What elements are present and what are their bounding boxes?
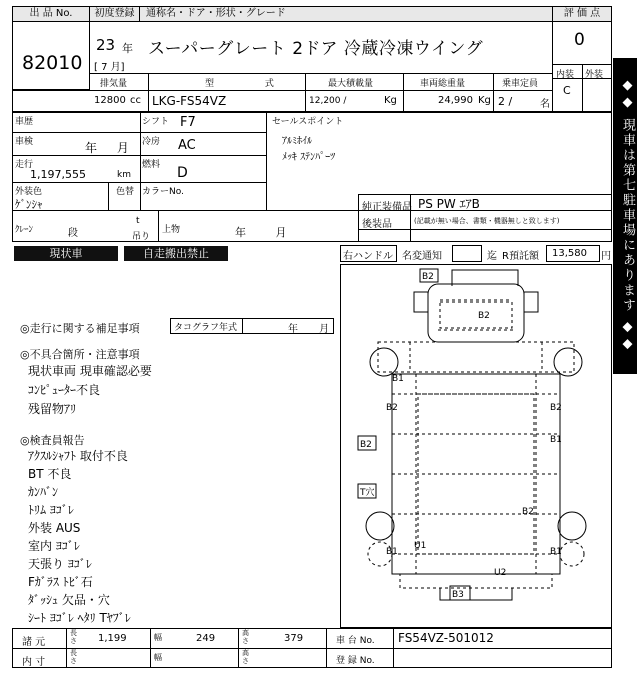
mark-b2-top: B2: [422, 272, 434, 282]
lot-no: 82010: [22, 52, 83, 74]
inspector-note-4: ﾄﾘﾑ ﾖｺﾞﾚ: [28, 503, 74, 517]
first-reg-year: 23: [96, 36, 116, 54]
crane-stage: 段: [68, 228, 78, 239]
inspector-note-1: ｱｸｽﾙｼｬﾌﾄ 取付不良: [28, 449, 128, 463]
color-change-label: 色替: [116, 187, 135, 197]
recycle-unit: 円: [601, 251, 611, 262]
fuel: D: [177, 165, 188, 181]
length-label: 長さ: [70, 629, 77, 645]
inspector-note-2: BT 不良: [28, 467, 72, 481]
capacity-unit: 名: [540, 99, 550, 110]
ac-label: 冷房: [142, 137, 161, 147]
capacity: 2 /: [498, 95, 513, 108]
gross-weight-unit: Kg: [478, 95, 491, 106]
gross-weight: 24,990: [438, 95, 473, 106]
genuine-equipment: PS PW ｴｱB: [418, 197, 480, 211]
mark-u1: U1: [414, 541, 427, 551]
in-height-label: 高さ: [242, 649, 249, 665]
inspector-note-7: 天張り ﾖｺﾞﾚ: [28, 557, 92, 571]
year-unit: 年: [122, 42, 133, 55]
model: LKG-FS54VZ: [152, 94, 227, 108]
sales-point-1: ｱﾙﾐﾎｲﾙ: [282, 136, 312, 147]
model-label: 型 式: [205, 79, 298, 89]
crane-label: ｸﾚｰﾝ: [15, 225, 34, 235]
height: 379: [284, 633, 304, 644]
truck-damage-diagram: [340, 264, 612, 628]
mark-b1-right-mid: B1: [550, 435, 562, 445]
shift-label: シフト: [142, 117, 170, 127]
width-label: 幅: [154, 633, 162, 642]
mark-b1-left-lower: B1: [386, 547, 398, 557]
ext-color-label: 外装色: [15, 187, 43, 197]
sales-point-2: ﾒｯｷ ｽﾃﾝﾊﾟｰﾂ: [282, 152, 336, 163]
shift: F7: [180, 115, 196, 130]
crane-ton-suffix: 吊り: [132, 232, 151, 242]
mileage: 1,197,555: [30, 168, 86, 181]
inspector-title: ◎検査員報告: [20, 434, 85, 447]
inspector-note-3: ｶﾝﾊﾞﾝ: [28, 485, 59, 499]
interior-grade-label: 内装: [556, 70, 575, 80]
aftermarket-label: 後装品: [362, 219, 392, 230]
name-change-deadline-box: [452, 245, 482, 262]
length: 1,199: [98, 633, 127, 644]
lot-no-label: 出 品 No.: [13, 7, 89, 22]
mark-b2-left-upper: B2: [386, 403, 398, 413]
displacement-label: 排気量: [100, 79, 128, 89]
driving-notes-title: ◎走行に関する補足事項: [20, 322, 140, 335]
color-no-label: カラーNo.: [142, 187, 184, 197]
vehicle-name: スーパーグレート 2ドア 冷蔵冷凍ウイング: [148, 39, 484, 59]
mileage-label: 走行: [15, 160, 34, 170]
mark-t-hole: T穴: [360, 488, 375, 498]
mark-b3-bottom: B3: [452, 590, 464, 600]
tachograph-label: タコグラフ年式: [174, 323, 238, 333]
sales-points-label: セールスポイント: [272, 117, 344, 127]
recycle-label: R預託額: [502, 251, 539, 262]
defects-title: ◎不具合箇所・注意事項: [20, 348, 140, 361]
recycle-value: 13,580: [552, 248, 587, 259]
inspection: 年 月: [85, 141, 129, 155]
parking-location-banner: ◆◆ 現車は第七駐車場にあります ◆◆: [613, 58, 637, 374]
inspector-note-6: 室内 ﾖｺﾞﾚ: [28, 539, 80, 553]
tachograph-value: 年 月: [288, 324, 330, 335]
history-label: 車歴: [15, 117, 34, 127]
mark-b2-right-upper: B2: [550, 403, 562, 413]
capacity-label: 乗車定員: [502, 79, 539, 89]
max-load-unit: Kg: [384, 95, 397, 106]
fuel-label: 燃料: [142, 160, 161, 170]
mark-u2: U2: [494, 568, 507, 578]
inspector-note-8: Fｶﾞﾗｽ ﾄﾋﾞ石: [28, 575, 93, 589]
score: 0: [574, 30, 585, 50]
inspection-label: 車検: [15, 137, 34, 147]
defect-1: 現状車両 現車確認必要: [28, 364, 152, 378]
as-is-vehicle-bar: 現状車: [14, 246, 118, 261]
interior-dims-label: 内 寸: [22, 657, 46, 668]
mileage-unit: km: [117, 170, 131, 180]
bed: 年 月: [235, 226, 287, 239]
displacement: 12800: [94, 95, 126, 106]
displacement-unit: cc: [130, 95, 141, 106]
inspector-note-5: 外装 AUS: [28, 521, 81, 535]
crane-ton: t: [136, 216, 140, 226]
ext-color: ｹﾞﾝｼｬ: [15, 198, 43, 211]
genuine-equipment-label: 純正装備品: [362, 202, 412, 213]
height-label: 高さ: [242, 629, 249, 645]
mark-b2-right-lower: B2: [522, 507, 534, 517]
defect-3: 残留物ｱﾘ: [28, 402, 77, 416]
chassis-label: 車 台 No.: [336, 636, 375, 646]
mark-b2-cab: B2: [478, 311, 490, 321]
inspector-note-10: ｼｰﾄ ﾖｺﾞﾚ ﾍﾀﾘ Tﾔﾌﾞﾚ: [28, 611, 131, 625]
gross-weight-label: 車両総重量: [420, 79, 466, 89]
in-length-label: 長さ: [70, 649, 77, 665]
mark-b1-left: B1: [392, 374, 404, 384]
registration-label: 登 録 No.: [336, 656, 375, 666]
mark-b2-box-left: B2: [360, 440, 372, 450]
vehicle-name-label: 通称名・ドア・形状・グレード: [140, 7, 552, 22]
aftermarket-note: (記載が無い場合、書類・機器無しと致します): [414, 217, 560, 225]
steering: 右ハンドル: [343, 251, 393, 262]
ac: AC: [178, 138, 196, 153]
defect-2: ｺﾝﾋﾟｭｰﾀｰ不良: [28, 383, 101, 397]
name-change-label: 名変通知: [402, 251, 442, 262]
dims-label: 諸 元: [22, 637, 46, 648]
score-label: 評 価 点: [553, 7, 611, 22]
max-load-label: 最大積載量: [328, 79, 374, 89]
width: 249: [196, 633, 216, 644]
max-load: 12,200 /: [309, 96, 347, 106]
no-self-drive-bar: 自走搬出禁止: [124, 246, 228, 261]
exterior-grade-label: 外装: [585, 70, 604, 80]
mark-b1-right-lower: B1: [550, 547, 562, 557]
inspector-note-9: ﾀﾞｯｼｭ 欠品・穴: [28, 593, 110, 607]
interior-grade: C: [563, 84, 571, 97]
first-reg-month: [ 7 月]: [94, 62, 125, 73]
chassis: FS54VZ-501012: [398, 631, 494, 645]
bed-label: 上物: [162, 225, 181, 235]
first-reg-label: 初度登録: [90, 7, 140, 22]
in-width-label: 幅: [154, 653, 162, 662]
deadline-label: 迄: [487, 251, 497, 262]
